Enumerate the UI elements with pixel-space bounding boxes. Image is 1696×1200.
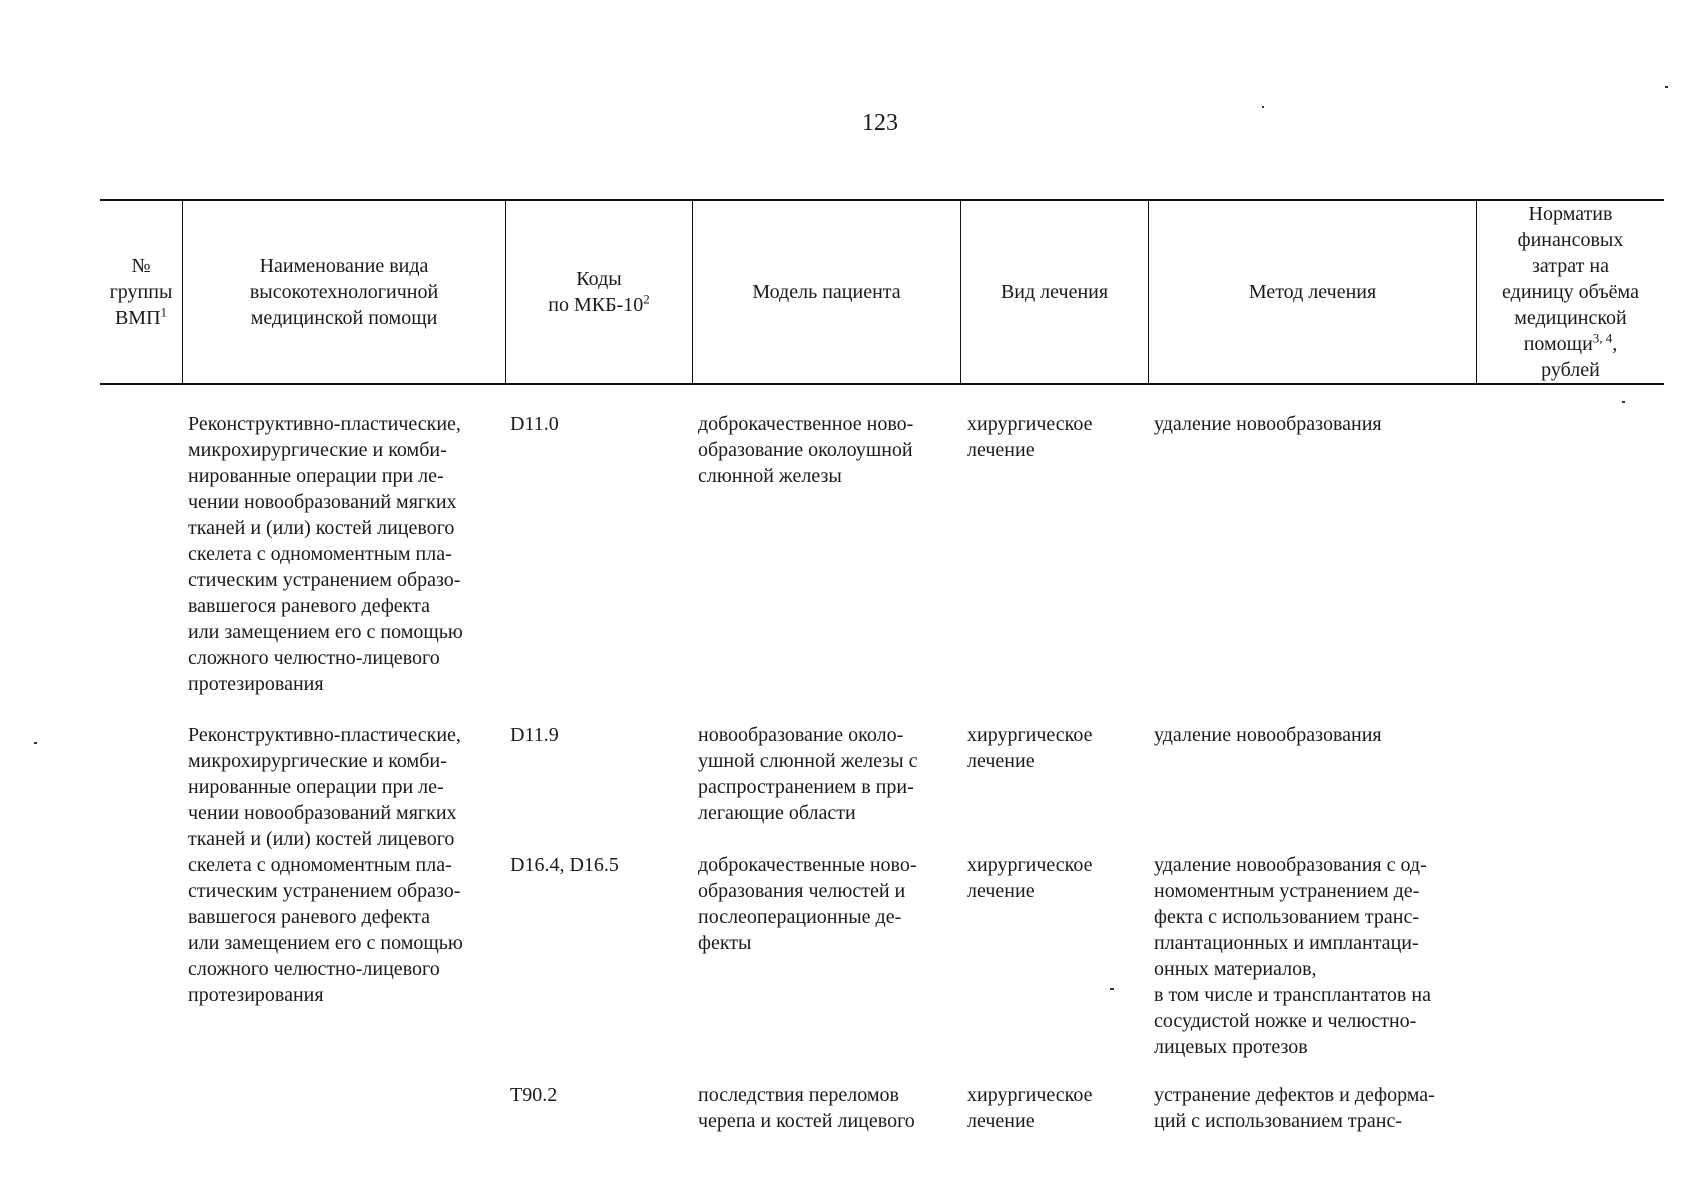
- header-method: Метод лечения: [1248, 281, 1377, 303]
- scan-speck: [1110, 988, 1114, 990]
- scan-speck: [1262, 106, 1264, 108]
- header-norm-unit: , рублей: [1541, 333, 1618, 381]
- row-name: Реконструктивно-пластические, микрохирургические и комби- нированные операции при ле- чении новообразований мягких тканей и (или) костей лицевого скелета с одномоментным пла- стическим устранением образо- вавшегося раневого дефекта или замещением его с помощью сложного челюстно-лицевого протезирования: [188, 724, 463, 1006]
- scan-speck: [1622, 401, 1625, 403]
- row-treatment-type: хирургическое лечение: [967, 724, 1093, 772]
- header-norm-footnote: 3, 4: [1592, 330, 1613, 346]
- header-group-text: № группы ВМП: [109, 255, 173, 329]
- page-number: 123: [862, 110, 898, 136]
- row-name: Реконструктивно-пластические, микрохирургические и комби- нированные операции при ле- чении новообразований мягких тканей и (или) костей лицевого скелета с одномоментным пла- стическим устранением образо- вавшегося раневого дефекта или замещением его с помощью сложного челюстно-лицевого протезирования: [188, 413, 463, 695]
- row-code: D11.9: [510, 724, 559, 746]
- row-treatment-type: хирургическое лечение: [967, 854, 1093, 902]
- row-treatment-type: хирургическое лечение: [967, 1084, 1093, 1132]
- row-model: последствия переломов черепа и костей лицевого: [698, 1084, 915, 1132]
- header-norm: [1477, 200, 1664, 384]
- header-model: Модель пациента: [752, 281, 901, 303]
- header-codes-text: Коды по МКБ-10: [548, 268, 644, 316]
- header-name: Наименование вида высокотехнологичной медицинской помощи: [249, 255, 439, 329]
- scan-speck: [34, 742, 37, 744]
- row-code: D16.4, D16.5: [510, 854, 619, 876]
- row-code: T90.2: [510, 1084, 558, 1106]
- row-code: D11.0: [510, 413, 559, 435]
- row-method: удаление новообразования: [1154, 413, 1382, 435]
- row-method: удаление новообразования с од- номоментным устранением де- фекта с использованием транс- плантационных и имплантаци- онных материалов, в том числе и трансплантатов на сосудистой ножке и челюстно- лицевых протезов: [1154, 854, 1431, 1058]
- header-codes-footnote: 2: [643, 291, 650, 307]
- header-group-footnote: 1: [160, 304, 168, 320]
- row-treatment-type: хирургическое лечение: [967, 413, 1093, 461]
- row-model: новообразование около- ушной слюнной железы с распространением в при- легающие области: [698, 724, 918, 824]
- header-group: [100, 200, 182, 384]
- header-treatment-type: Вид лечения: [1000, 281, 1109, 303]
- scan-speck: [1665, 86, 1668, 88]
- row-model: доброкачественное ново- образование околоушной слюнной железы: [698, 413, 914, 487]
- header-norm-text: Норматив финансовых затрат на единицу объёма медицинской помощи: [1502, 203, 1639, 355]
- row-method: устранение дефектов и деформа- ций с использованием транс-: [1154, 1084, 1435, 1132]
- header-codes: [506, 200, 692, 384]
- row-method: удаление новообразования: [1154, 724, 1382, 746]
- row-model: доброкачественные ново- образования челюстей и послеоперационные де- фекты: [698, 854, 917, 954]
